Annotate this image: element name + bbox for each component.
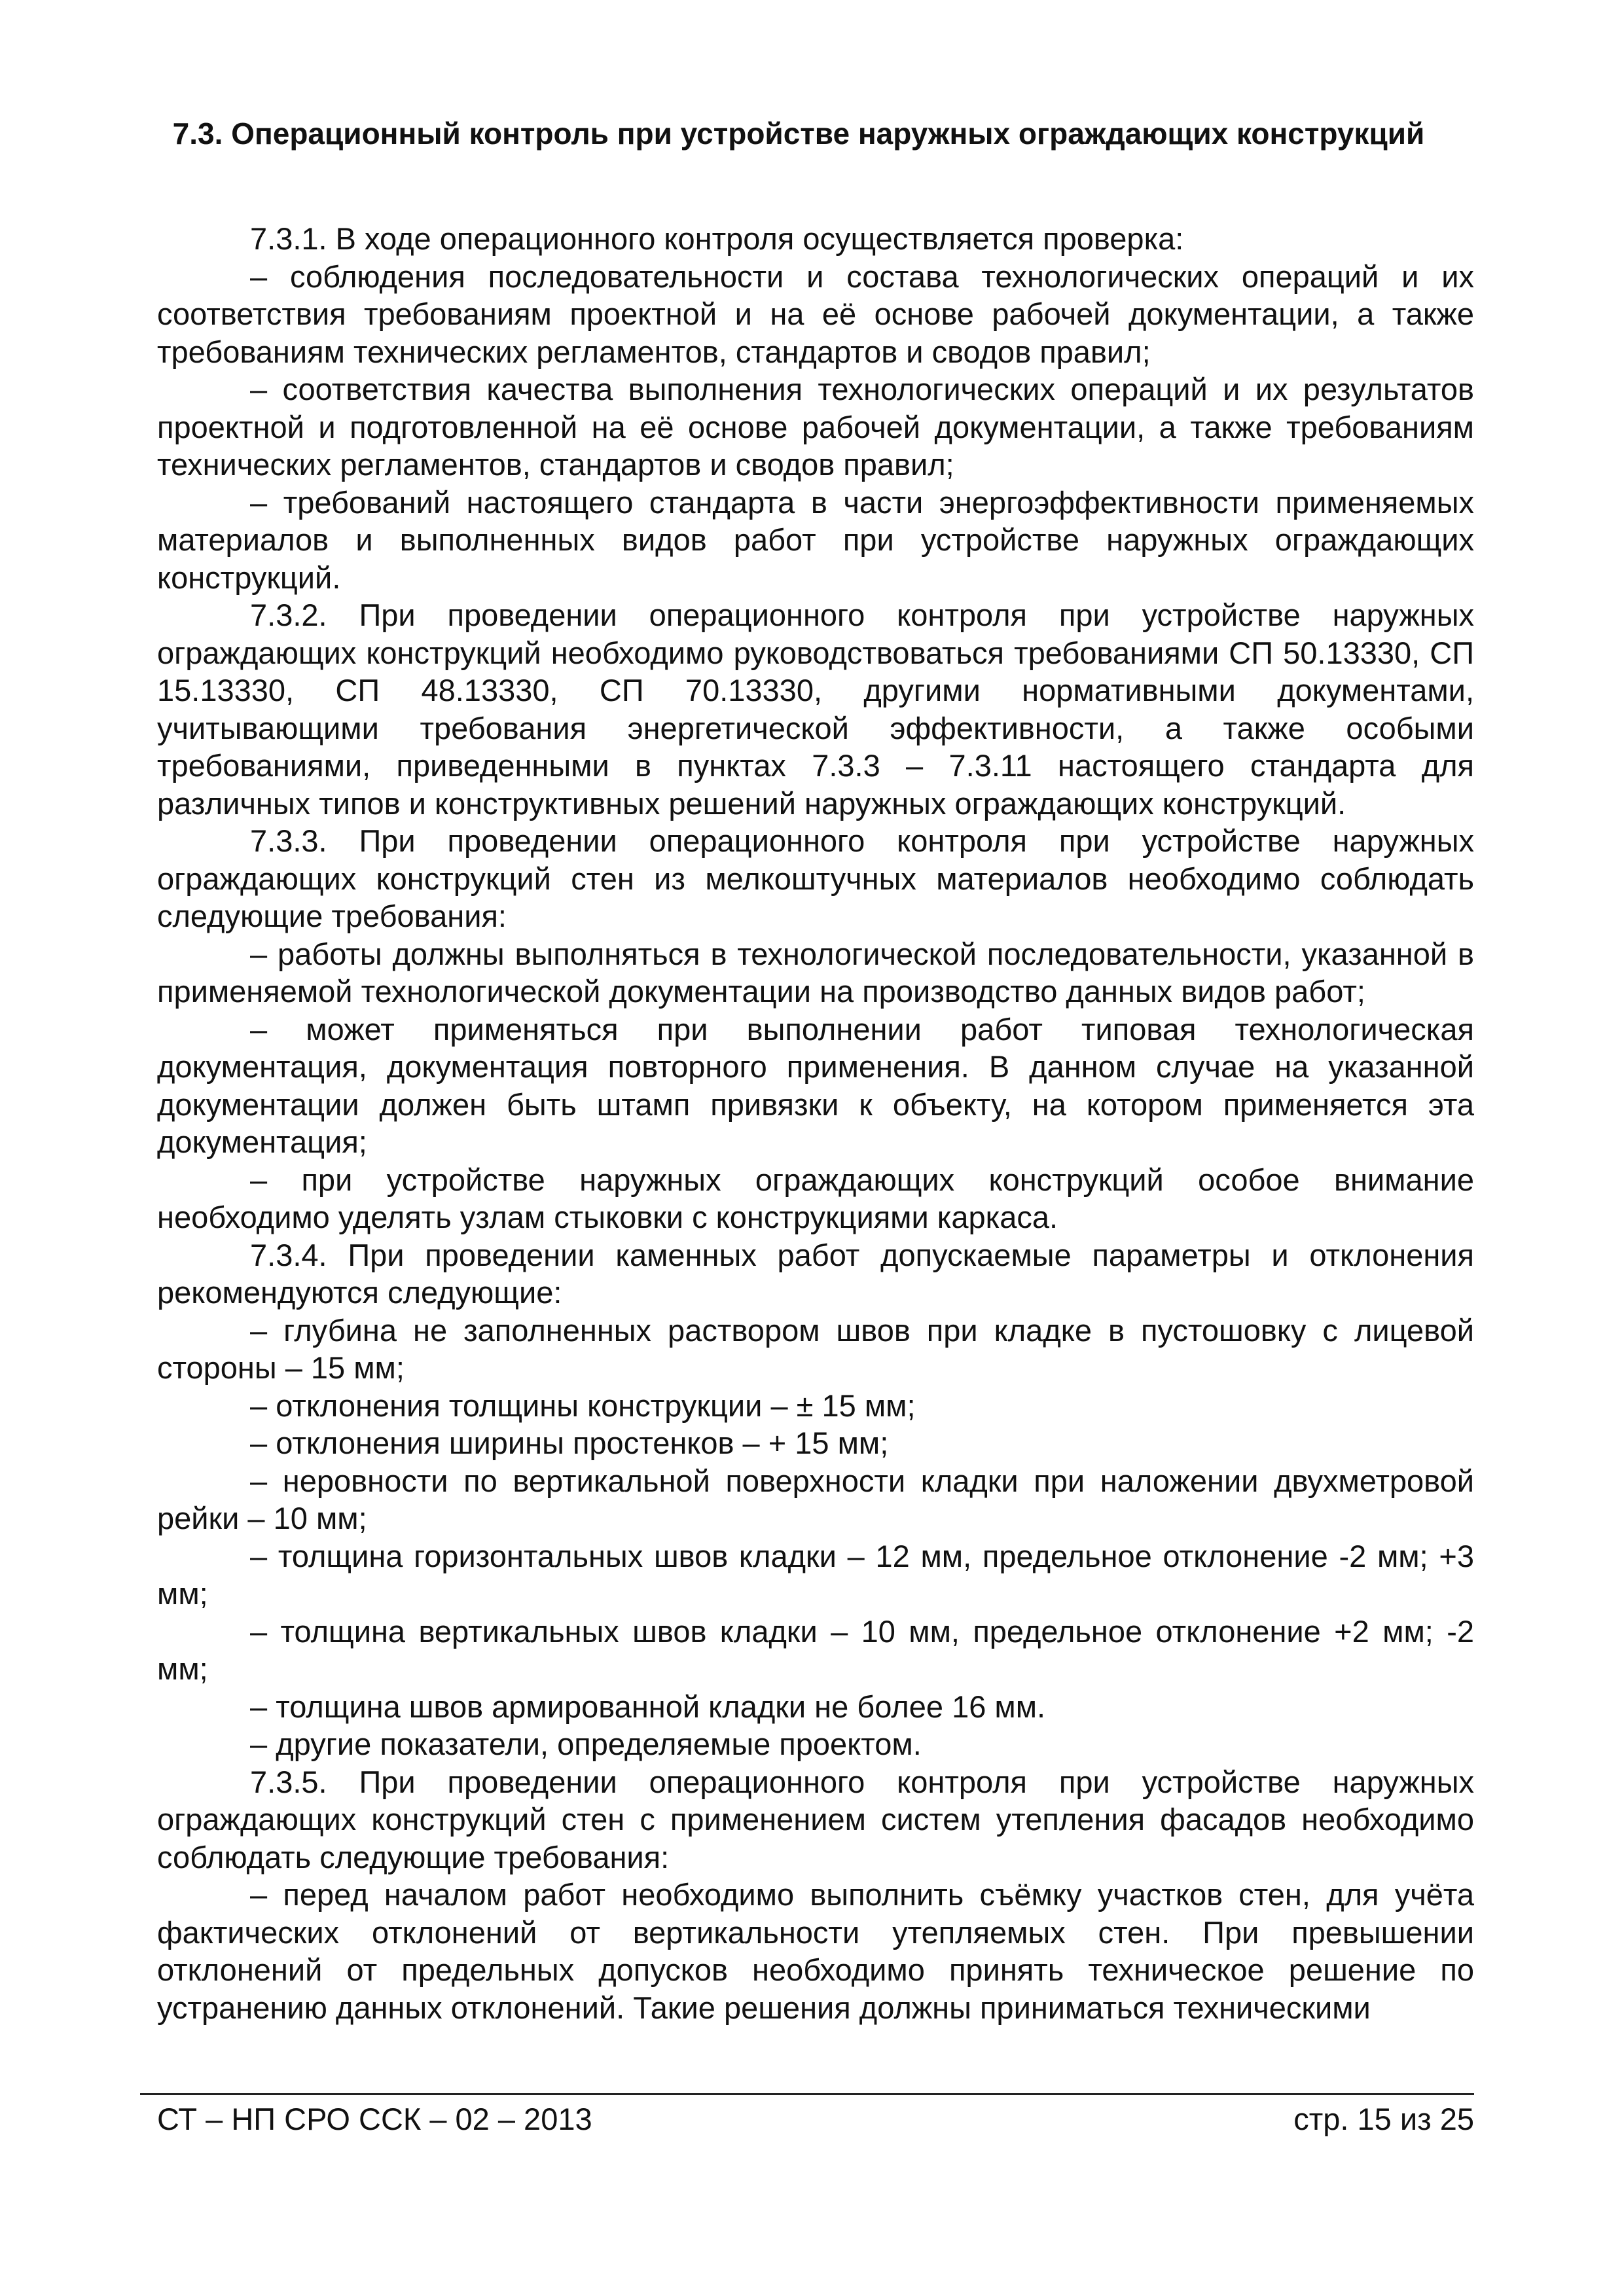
list-item: – может применяться при выполнении работ типовая технологическая документация, документация повторного применения. В данном случае на указанной документации должен быть штамп привязки к объекту, на котором применяется эта документация; (157, 1011, 1474, 1159)
document-code: СТ – НП СРО ССК – 02 – 2013 (157, 2102, 592, 2136)
list-item: – перед началом работ необходимо выполнить съёмку участков стен, для учёта фактических отклонений от вертикальности утепляемых стен. При превышении отклонений от предельных допусков необходимо принять техническое решение по устранению данных отклонений. Такие решения должны приниматься техническими (157, 1877, 1474, 2025)
page-number: стр. 15 из 25 (1293, 2102, 1474, 2136)
document-body (157, 220, 1474, 2026)
list-item: – требований настоящего стандарта в части энергоэффективности применяемых материалов и выполненных видов работ при устройстве наружных ограждающих конструкций. (157, 484, 1474, 595)
footer-divider (140, 2093, 1474, 2095)
list-item: – при устройстве наружных ограждающих конструкций особое внимание необходимо уделять узлам стыковки с конструкциями каркаса. (157, 1162, 1474, 1234)
list-item: – работы должны выполняться в технологической последовательности, указанной в применяемой технологической документации на производство данных видов работ; (157, 936, 1474, 1009)
list-item: – глубина не заполненных раствором швов при кладке в пустошовку с лицевой стороны – 15 мм; (157, 1312, 1474, 1385)
list-item: – толщина горизонтальных швов кладки – 12 мм, предельное отклонение -2 мм; +3 мм; (157, 1538, 1474, 1611)
list-item: – толщина швов армированной кладки не более 16 мм. (250, 1689, 1046, 1724)
list-item: – отклонения ширины простенков – + 15 мм; (250, 1426, 889, 1460)
paragraph-7-3-5: 7.3.5. При проведении операционного контроля при устройстве наружных ограждающих конструкций стен с применением систем утепления фасадов необходимо соблюдать следующие требования: (157, 1764, 1474, 1874)
paragraph-7-3-2: 7.3.2. При проведении операционного контроля при устройстве наружных ограждающих конструкций необходимо руководствоваться требованиями СП 50.13330, СП 15.13330, СП 48.13330, СП 70.13330, другими нормативными документами, учитывающими требования энергетической эффективности, а также особыми требованиями, приведенными в пунктах 7.3.3 – 7.3.11 настоящего стандарта для различных типов и конструктивных решений наружных ограждающих конструкций. (157, 598, 1474, 821)
paragraph-7-3-4: 7.3.4. При проведении каменных работ допускаемые параметры и отклонения рекомендуются следующие: (157, 1237, 1474, 1310)
list-item: – соответствия качества выполнения технологических операций и их результатов проектной и подготовленной на её основе рабочей документации, а также требованиям технических регламентов, стандартов и сводов правил; (157, 372, 1474, 482)
list-item: – соблюдения последовательности и состава технологических операций и их соответствия требованиям проектной и на её основе рабочей документации, а также требованиям технических регламентов, стандартов и сводов правил; (157, 259, 1474, 369)
list-item: – отклонения толщины конструкции – ± 15 мм; (250, 1388, 916, 1423)
list-item: – другие показатели, определяемые проектом. (250, 1727, 922, 1761)
paragraph-7-3-3: 7.3.3. При проведении операционного контроля при устройстве наружных ограждающих конструкций стен из мелкоштучных материалов необходимо соблюдать следующие требования: (157, 823, 1474, 933)
list-item: – толщина вертикальных швов кладки – 10 мм, предельное отклонение +2 мм; -2 мм; (157, 1613, 1474, 1686)
paragraph-7-3-1: 7.3.1. В ходе операционного контроля осуществляется проверка: (250, 221, 1184, 256)
section-title: 7.3. Операционный контроль при устройстве наружных ограждающих конструкций (172, 117, 1425, 151)
list-item: – неровности по вертикальной поверхности кладки при наложении двухметровой рейки – 10 мм; (157, 1463, 1474, 1535)
